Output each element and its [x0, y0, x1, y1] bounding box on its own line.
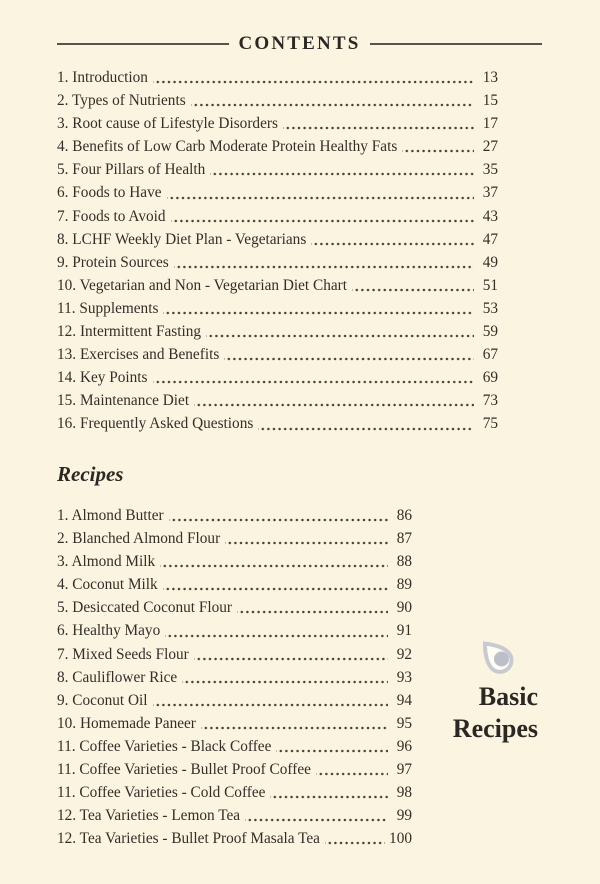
entry-page-number: 67 [482, 346, 498, 364]
toc-entry [57, 135, 498, 158]
toc-entry [57, 297, 498, 320]
entry-page-number: 90 [396, 599, 412, 617]
entry-page-number: 93 [396, 668, 412, 686]
toc-entry [57, 366, 498, 389]
dot-leader [153, 66, 474, 89]
entry-title: 7. Foods to Avoid [57, 207, 166, 225]
entry-title: 10. Vegetarian and Non - Vegetarian Diet Chart [57, 276, 347, 294]
toc-entry [57, 666, 412, 689]
dot-leader [237, 596, 388, 619]
toc-entry [57, 781, 412, 804]
dot-leader [225, 527, 388, 550]
entry-page-number: 51 [482, 276, 498, 294]
dot-leader [283, 112, 474, 135]
dot-leader [245, 804, 388, 827]
entry-title: 8. Cauliflower Rice [57, 668, 178, 686]
dot-leader [206, 320, 474, 343]
entry-page-number: 49 [482, 253, 498, 271]
entry-page-number: 73 [482, 392, 498, 410]
entry-page-number: 35 [482, 161, 498, 179]
toc-entry [57, 619, 412, 642]
toc-entry [57, 274, 498, 297]
toc-entry [57, 804, 412, 827]
entry-page-number: 17 [482, 115, 498, 133]
dot-leader [270, 781, 388, 804]
entry-title: 5. Desiccated Coconut Flour [57, 599, 233, 617]
toc-entry [57, 112, 498, 135]
entry-title: 1. Introduction [57, 69, 148, 86]
dot-leader [201, 712, 388, 735]
entry-title: 11. Coffee Varieties - Bullet Proof Coffee [57, 761, 311, 779]
entry-page-number: 86 [396, 507, 412, 524]
dot-leader [165, 619, 388, 642]
toc-entry [57, 251, 498, 274]
toc-entry [57, 712, 412, 735]
entry-title: 5. Four Pillars of Health [57, 161, 206, 179]
entry-title: 11. Coffee Varieties - Cold Coffee [57, 784, 266, 802]
entry-title: 8. LCHF Weekly Diet Plan - Vegetarians [57, 230, 307, 248]
basic-recipes-label-line1: Basic [478, 682, 538, 711]
entry-page-number: 91 [396, 622, 412, 640]
toc-entry [57, 735, 412, 758]
entry-title: 12. Tea Varieties - Bullet Proof Masala Tea [57, 830, 320, 848]
toc-entry [57, 689, 412, 712]
entry-title: 1. Almond Butter [57, 507, 164, 524]
toc-entry [57, 827, 412, 850]
entry-page-number: 37 [482, 184, 498, 202]
dot-leader [325, 827, 385, 850]
entry-page-number: 92 [396, 645, 412, 663]
entry-page-number: 89 [396, 576, 412, 594]
toc-entry [57, 758, 412, 781]
entry-page-number: 97 [396, 761, 412, 779]
entry-page-number: 69 [482, 369, 498, 387]
dot-leader [352, 274, 474, 297]
entry-title: 10. Homemade Paneer [57, 714, 196, 732]
toc-entry [57, 320, 498, 343]
dot-leader [163, 297, 474, 320]
header-rule-right [370, 43, 542, 45]
dot-leader [167, 181, 474, 204]
entry-page-number: 95 [396, 714, 412, 732]
entry-title: 2. Blanched Almond Flour [57, 530, 221, 548]
toc-entry [57, 596, 412, 619]
entry-title: 9. Protein Sources [57, 253, 169, 271]
entry-title: 11. Coffee Varieties - Black Coffee [57, 737, 272, 755]
entry-title: 12. Intermittent Fasting [57, 323, 202, 341]
basic-recipes-label [453, 681, 538, 744]
entry-title: 13. Exercises and Benefits [57, 346, 220, 364]
dot-leader [153, 689, 388, 712]
toc-entry [57, 89, 498, 112]
entry-page-number: 87 [396, 530, 412, 548]
entry-title: 7. Mixed Seeds Flour [57, 645, 189, 663]
dot-leader [194, 389, 474, 412]
dot-leader [276, 735, 388, 758]
toc-entry [57, 389, 498, 412]
dot-leader [194, 643, 388, 666]
dot-leader [182, 666, 388, 689]
avocado-icon [476, 633, 518, 681]
entry-title: 16. Frequently Asked Questions [57, 415, 254, 433]
dot-leader [163, 573, 388, 596]
recipes-section-heading: Recipes [57, 462, 124, 486]
dot-leader [169, 504, 388, 527]
entry-title: 4. Coconut Milk [57, 576, 158, 594]
contents-header [57, 33, 542, 55]
dot-leader [311, 228, 474, 251]
entry-title: 15. Maintenance Diet [57, 392, 190, 410]
entry-page-number: 13 [482, 69, 498, 86]
basic-recipes-label-line2: Recipes [452, 713, 538, 743]
entry-page-number: 27 [482, 138, 498, 156]
entry-title: 3. Root cause of Lifestyle Disorders [57, 115, 278, 133]
entry-title: 12. Tea Varieties - Lemon Tea [57, 807, 241, 825]
entry-page-number: 43 [482, 207, 498, 225]
entry-title: 9. Coconut Oil [57, 691, 148, 709]
toc-entry [57, 66, 498, 89]
toc-entry [57, 412, 498, 435]
entry-title: 6. Foods to Have [57, 184, 162, 202]
toc-entry [57, 205, 498, 228]
entry-title: 4. Benefits of Low Carb Moderate Protein Healthy Fats [57, 138, 398, 156]
contents-list [57, 66, 498, 436]
entry-title: 2. Types of Nutrients [57, 92, 186, 110]
entry-page-number: 53 [482, 299, 498, 317]
header-rule-left [57, 43, 229, 45]
toc-entry [57, 527, 412, 550]
dot-leader [174, 251, 474, 274]
toc-entry [57, 573, 412, 596]
entry-title: 6. Healthy Mayo [57, 622, 161, 640]
entry-page-number: 75 [482, 415, 498, 433]
entry-page-number: 98 [396, 784, 412, 802]
entry-page-number: 94 [396, 691, 412, 709]
toc-entry [57, 343, 498, 366]
entry-page-number: 100 [389, 830, 412, 848]
entry-page-number: 47 [482, 230, 498, 248]
page-title: CONTENTS [238, 33, 361, 54]
entry-page-number: 88 [396, 553, 412, 571]
dot-leader [258, 412, 474, 435]
entry-page-number: 99 [396, 807, 412, 825]
dot-leader [153, 366, 474, 389]
dot-leader [160, 550, 388, 573]
toc-entry [57, 158, 498, 181]
entry-title: 11. Supplements [57, 299, 159, 317]
toc-entry [57, 504, 412, 527]
toc-entry [57, 550, 412, 573]
dot-leader [191, 89, 474, 112]
toc-entry [57, 181, 498, 204]
entry-page-number: 96 [396, 737, 412, 755]
entry-page-number: 59 [482, 323, 498, 341]
entry-title: 14. Key Points [57, 369, 148, 387]
dot-leader [224, 343, 474, 366]
recipes-list [57, 504, 412, 850]
toc-entry [57, 643, 412, 666]
toc-entry [57, 228, 498, 251]
dot-leader [316, 758, 388, 781]
entry-title: 3. Almond Milk [57, 553, 156, 571]
dot-leader [402, 135, 474, 158]
dot-leader [171, 205, 474, 228]
dot-leader [210, 158, 474, 181]
entry-page-number: 15 [482, 92, 498, 110]
